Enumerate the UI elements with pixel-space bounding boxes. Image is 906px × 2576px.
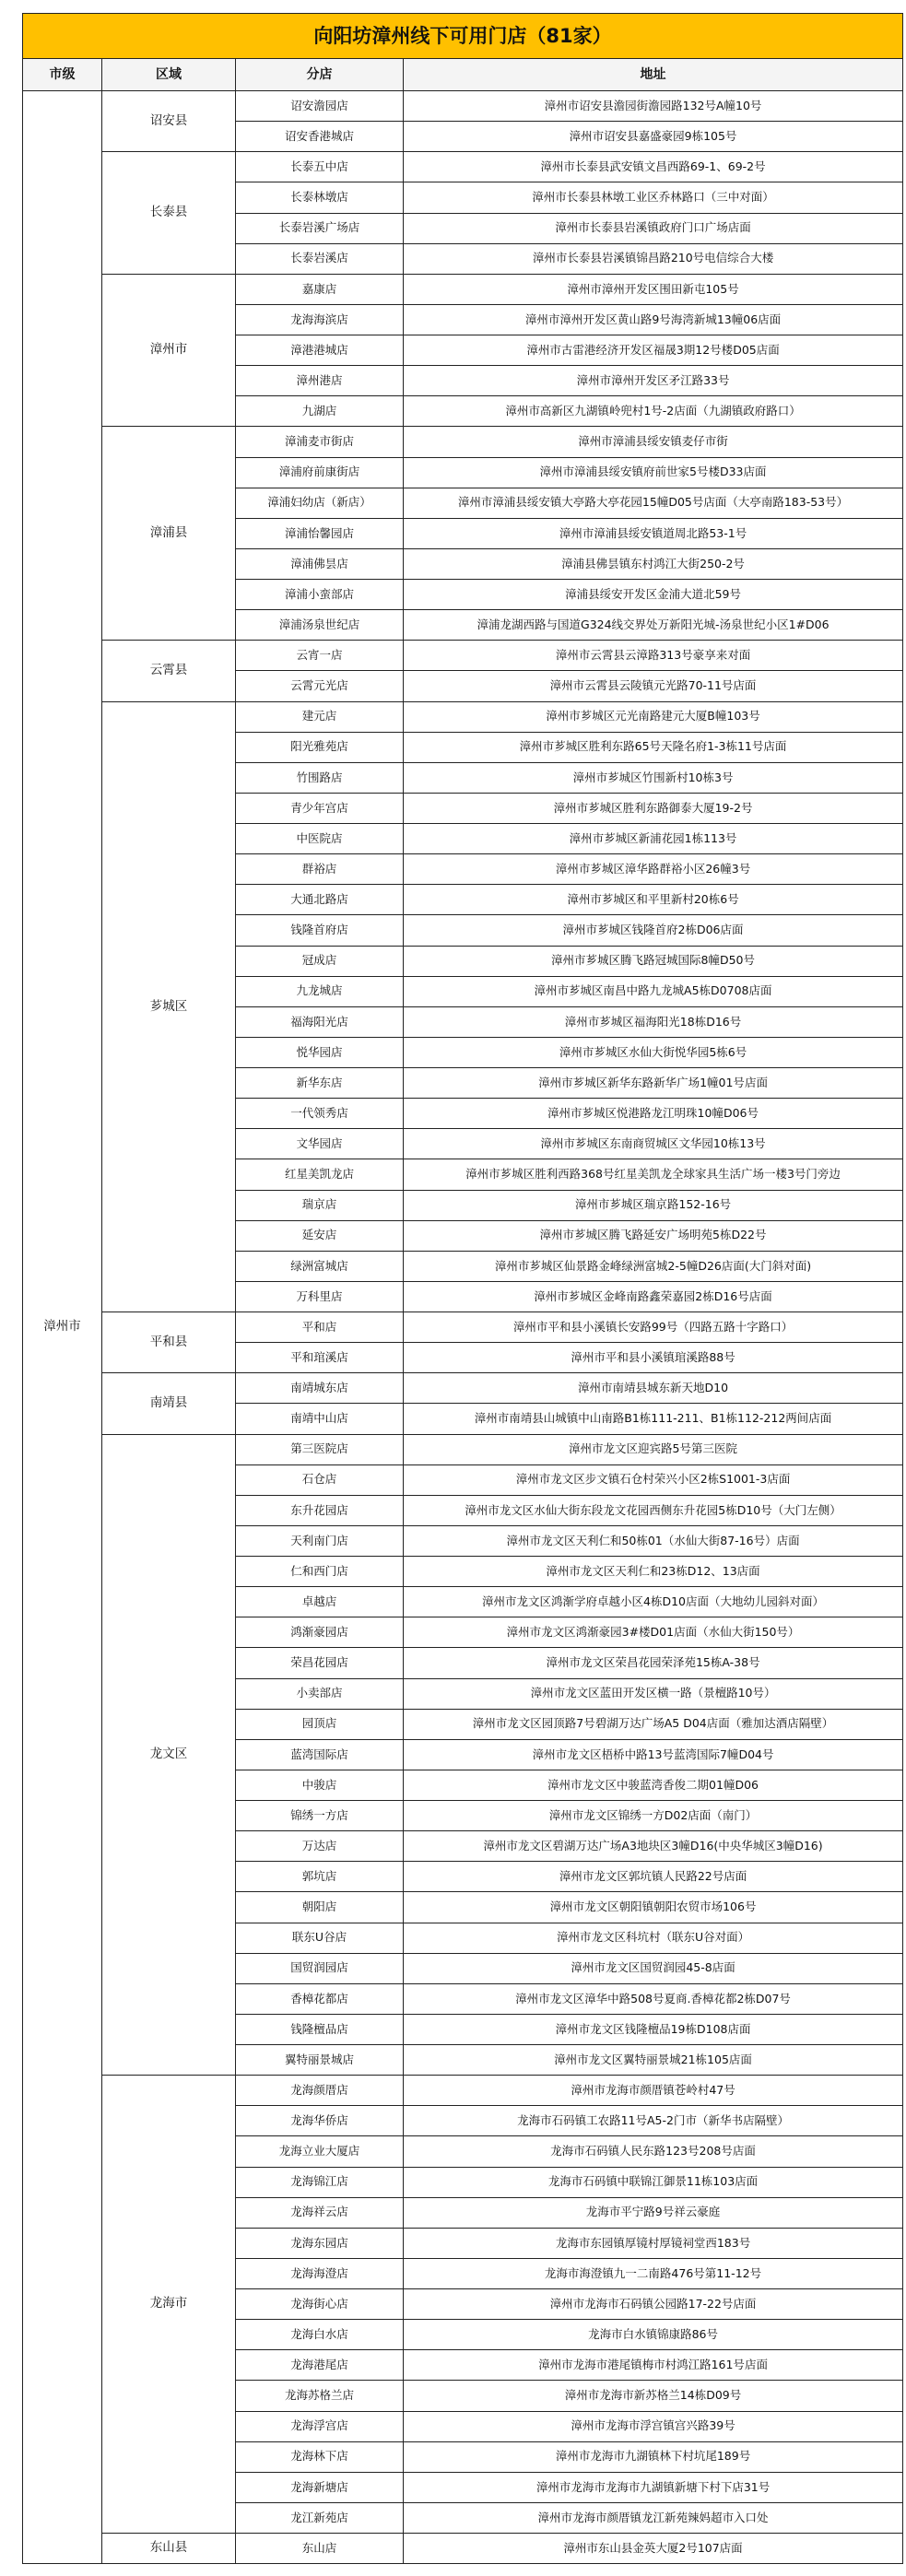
address-cell: 漳州市长泰县林墩工业区乔林路口（三中对面） xyxy=(404,182,903,213)
shop-cell: 青少年宫店 xyxy=(236,793,404,823)
address-cell: 漳州市龙海市浮宫镇宫兴路39号 xyxy=(404,2411,903,2441)
shop-cell: 中骏店 xyxy=(236,1770,404,1800)
table-row xyxy=(23,152,903,182)
district-cell: 龙文区 xyxy=(102,1434,236,2076)
shop-cell: 南靖中山店 xyxy=(236,1404,404,1434)
address-cell: 漳州市长泰县岩溪镇政府门口广场店面 xyxy=(404,213,903,243)
shop-cell: 锦绣一方店 xyxy=(236,1801,404,1831)
address-cell: 漳州市南靖县山城镇中山南路B1栋111-211、B1栋112-212两间店面 xyxy=(404,1404,903,1434)
header-district: 区域 xyxy=(102,59,236,91)
table-row xyxy=(23,274,903,304)
address-cell: 漳州市芗城区胜利东路65号天隆名府1-3栋11号店面 xyxy=(404,732,903,762)
address-cell: 龙海市石码镇工农路11号A5-2门市（新华书店隔壁） xyxy=(404,2106,903,2136)
address-cell: 龙海市平宁路9号祥云豪庭 xyxy=(404,2197,903,2228)
address-cell: 漳州市龙文区国贸润园45-8店面 xyxy=(404,1953,903,1983)
shop-cell: 龙海立业大厦店 xyxy=(236,2136,404,2167)
address-cell: 龙海市海澄镇九一二南路476号第11-12号 xyxy=(404,2258,903,2288)
shop-cell: 园顶店 xyxy=(236,1709,404,1739)
address-cell: 漳州市云霄县云陵镇元光路70-11号店面 xyxy=(404,671,903,701)
shop-cell: 石仓店 xyxy=(236,1464,404,1495)
address-cell: 漳州市龙海市颜厝镇龙江新苑辣妈超市入口处 xyxy=(404,2502,903,2533)
table-row xyxy=(23,1434,903,1464)
shop-cell: 联东U谷店 xyxy=(236,1923,404,1953)
shop-cell: 嘉康店 xyxy=(236,274,404,304)
address-cell: 漳浦县绥安开发区金浦大道北59号 xyxy=(404,580,903,610)
address-cell: 漳州市芗城区腾飞路延安广场明苑5栋D22号 xyxy=(404,1220,903,1251)
store-list-sheet xyxy=(22,13,902,2564)
district-cell: 平和县 xyxy=(102,1312,236,1373)
address-cell: 漳州市漳浦县绥安镇大亭路大亭花园15幢D05号店面（大亭南路183-53号） xyxy=(404,488,903,518)
shop-cell: 龙海新塘店 xyxy=(236,2472,404,2502)
shop-cell: 漳浦佛昙店 xyxy=(236,548,404,579)
address-cell: 漳州市芗城区元光南路建元大厦B幢103号 xyxy=(404,701,903,732)
shop-cell: 漳浦妇幼店（新店） xyxy=(236,488,404,518)
address-cell: 漳州市漳州开发区黄山路9号海湾新城13幢06店面 xyxy=(404,304,903,335)
address-cell: 漳州市龙文区锦绣一方D02店面（南门） xyxy=(404,1801,903,1831)
address-cell: 漳州市芗城区瑞京路152-16号 xyxy=(404,1190,903,1220)
address-cell: 漳州市芗城区金峰南路鑫荣嘉园2栋D16号店面 xyxy=(404,1281,903,1312)
address-cell: 漳州市芗城区悦港路龙江明珠10幢D06号 xyxy=(404,1099,903,1129)
shop-cell: 诏安香港城店 xyxy=(236,122,404,152)
address-cell: 漳州市龙文区鸿渐豪园3#楼D01店面（水仙大街150号） xyxy=(404,1617,903,1648)
address-cell: 漳州市龙海市港尾镇梅市村鸿江路161号店面 xyxy=(404,2350,903,2381)
shop-cell: 建元店 xyxy=(236,701,404,732)
shop-cell: 瑞京店 xyxy=(236,1190,404,1220)
address-cell: 漳州市龙文区郭坑镇人民路22号店面 xyxy=(404,1862,903,1892)
shop-cell: 龙海祥云店 xyxy=(236,2197,404,2228)
shop-cell: 长泰林墩店 xyxy=(236,182,404,213)
address-cell: 漳州市龙文区翼特丽景城21栋105店面 xyxy=(404,2045,903,2076)
shop-cell: 漳州港店 xyxy=(236,366,404,396)
address-cell: 漳州市芗城区福海阳光18栋D16号 xyxy=(404,1006,903,1037)
header-shop: 分店 xyxy=(236,59,404,91)
address-cell: 漳州市云霄县云漳路313号豪享来对面 xyxy=(404,641,903,671)
shop-cell: 天利南门店 xyxy=(236,1525,404,1556)
header-address: 地址 xyxy=(404,59,903,91)
shop-cell: 南靖城东店 xyxy=(236,1373,404,1404)
table-title: 向阳坊漳州线下可用门店（81家） xyxy=(23,14,903,59)
shop-cell: 九龙城店 xyxy=(236,976,404,1006)
address-cell: 漳州市龙文区漳华中路508号夏商.香樟花都2栋D07号 xyxy=(404,1983,903,2014)
address-cell: 漳州市芗城区南昌中路九龙城A5栋D0708店面 xyxy=(404,976,903,1006)
address-cell: 龙海市白水镇锦康路86号 xyxy=(404,2320,903,2350)
shop-cell: 万达店 xyxy=(236,1831,404,1862)
header-row xyxy=(23,59,903,91)
shop-cell: 云宵一店 xyxy=(236,641,404,671)
address-cell: 漳州市长泰县武安镇文昌西路69-1、69-2号 xyxy=(404,152,903,182)
address-cell: 漳州市平和县小溪镇琯溪路88号 xyxy=(404,1343,903,1373)
address-cell: 龙海市东园镇厚镜村厚镜祠堂西183号 xyxy=(404,2228,903,2258)
shop-cell: 荣昌花园店 xyxy=(236,1648,404,1678)
shop-cell: 竹围路店 xyxy=(236,762,404,793)
address-cell: 漳州市龙文区荣昌花园荣泽苑15栋A-38号 xyxy=(404,1648,903,1678)
address-cell: 漳州市芗城区水仙大街悦华园5栋6号 xyxy=(404,1037,903,1067)
header-city: 市级 xyxy=(23,59,102,91)
shop-cell: 新华东店 xyxy=(236,1068,404,1099)
title-row xyxy=(23,14,903,59)
shop-cell: 绿洲富城店 xyxy=(236,1251,404,1281)
address-cell: 龙海市石码镇中联锦江御景11栋103店面 xyxy=(404,2167,903,2197)
shop-cell: 悦华园店 xyxy=(236,1037,404,1067)
table-row xyxy=(23,2076,903,2106)
address-cell: 漳州市龙文区朝阳镇朝阳农贸市场106号 xyxy=(404,1892,903,1923)
address-cell: 漳州市芗城区腾飞路冠城国际8幢D50号 xyxy=(404,946,903,976)
address-cell: 漳浦龙湖西路与国道G324线交界处万新阳光城-汤泉世纪小区1#D06 xyxy=(404,610,903,641)
shop-cell: 朝阳店 xyxy=(236,1892,404,1923)
shop-cell: 小卖部店 xyxy=(236,1678,404,1709)
address-cell: 漳州市芗城区胜利东路御泰大厦19-2号 xyxy=(404,793,903,823)
shop-cell: 国贸润园店 xyxy=(236,1953,404,1983)
district-cell: 诏安县 xyxy=(102,91,236,152)
address-cell: 漳州市龙文区园顶路7号碧湖万达广场A5 D04店面（雅加达酒店隔壁） xyxy=(404,1709,903,1739)
address-cell: 漳州市龙文区钱隆檀品19栋D108店面 xyxy=(404,2014,903,2044)
shop-cell: 漳浦怡馨园店 xyxy=(236,518,404,548)
address-cell: 漳州市龙海市颜厝镇苍岭村47号 xyxy=(404,2076,903,2106)
address-cell: 漳州市漳浦县绥安镇麦仔市街 xyxy=(404,427,903,457)
shop-cell: 长泰五中店 xyxy=(236,152,404,182)
address-cell: 漳州市芗城区竹围新村10栋3号 xyxy=(404,762,903,793)
shop-cell: 龙海海澄店 xyxy=(236,2258,404,2288)
address-cell: 漳州市古雷港经济开发区福晟3期12号楼D05店面 xyxy=(404,335,903,366)
shop-cell: 钱隆檀品店 xyxy=(236,2014,404,2044)
district-cell: 芗城区 xyxy=(102,701,236,1312)
table-row xyxy=(23,1373,903,1404)
address-cell: 龙海市石码镇人民东路123号208号店面 xyxy=(404,2136,903,2167)
address-cell: 漳州市芗城区东南商贸城区文华园10栋13号 xyxy=(404,1129,903,1159)
district-cell: 漳州市 xyxy=(102,274,236,427)
shop-cell: 长泰岩溪广场店 xyxy=(236,213,404,243)
shop-cell: 钱隆首府店 xyxy=(236,915,404,946)
shop-cell: 仁和西门店 xyxy=(236,1557,404,1587)
store-table xyxy=(22,13,903,2564)
district-cell: 南靖县 xyxy=(102,1373,236,1434)
shop-cell: 长泰岩溪店 xyxy=(236,243,404,274)
shop-cell: 冠成店 xyxy=(236,946,404,976)
shop-cell: 阳光雅苑店 xyxy=(236,732,404,762)
district-cell: 漳浦县 xyxy=(102,427,236,641)
city-cell: 漳州市 xyxy=(23,91,102,2564)
shop-cell: 龙海街心店 xyxy=(236,2289,404,2320)
table-row xyxy=(23,91,903,122)
shop-cell: 诏安澹园店 xyxy=(236,91,404,122)
shop-cell: 第三医院店 xyxy=(236,1434,404,1464)
address-cell: 漳州市漳州开发区围田新屯105号 xyxy=(404,274,903,304)
shop-cell: 卓越店 xyxy=(236,1587,404,1617)
shop-cell: 文华园店 xyxy=(236,1129,404,1159)
shop-cell: 龙海颜厝店 xyxy=(236,2076,404,2106)
address-cell: 漳州市龙海市石码镇公园路17-22号店面 xyxy=(404,2289,903,2320)
address-cell: 漳州市龙海市龙海市九湖镇新塘下村下店31号 xyxy=(404,2472,903,2502)
address-cell: 漳州市芗城区钱隆首府2栋D06店面 xyxy=(404,915,903,946)
table-row xyxy=(23,701,903,732)
shop-cell: 龙海港尾店 xyxy=(236,2350,404,2381)
address-cell: 漳浦县佛昙镇东村鸿江大街250-2号 xyxy=(404,548,903,579)
shop-cell: 九湖店 xyxy=(236,396,404,427)
address-cell: 漳州市龙文区中骏蓝湾香俊二期01幢D06 xyxy=(404,1770,903,1800)
address-cell: 漳州市龙文区科坑村（联东U谷对面） xyxy=(404,1923,903,1953)
district-cell: 东山县 xyxy=(102,2534,236,2564)
shop-cell: 漳浦麦市街店 xyxy=(236,427,404,457)
shop-cell: 中医院店 xyxy=(236,824,404,854)
shop-cell: 香樟花都店 xyxy=(236,1983,404,2014)
address-cell: 漳州市长泰县岩溪镇锦昌路210号电信综合大楼 xyxy=(404,243,903,274)
table-row xyxy=(23,1312,903,1343)
district-cell: 龙海市 xyxy=(102,2076,236,2534)
address-cell: 漳州市龙文区鸿渐学府卓越小区4栋D10店面（大地幼儿园斜对面） xyxy=(404,1587,903,1617)
address-cell: 漳州市东山县金英大厦2号107店面 xyxy=(404,2534,903,2564)
address-cell: 漳州市芗城区和平里新村20栋6号 xyxy=(404,885,903,915)
address-cell: 漳州市平和县小溪镇长安路99号（四路五路十字路口） xyxy=(404,1312,903,1343)
address-cell: 漳州市高新区九湖镇岭兜村1号-2店面（九湖镇政府路口） xyxy=(404,396,903,427)
shop-cell: 漳浦汤泉世纪店 xyxy=(236,610,404,641)
address-cell: 漳州市芗城区胜利西路368号红星美凯龙全球家具生活广场一楼3号门旁边 xyxy=(404,1159,903,1190)
shop-cell: 郭坑店 xyxy=(236,1862,404,1892)
shop-cell: 龙海白水店 xyxy=(236,2320,404,2350)
table-row xyxy=(23,641,903,671)
shop-cell: 龙海锦江店 xyxy=(236,2167,404,2197)
district-cell: 云霄县 xyxy=(102,641,236,701)
address-cell: 漳州市芗城区仙景路金峰绿洲富城2-5幢D26店面(大门斜对面) xyxy=(404,1251,903,1281)
address-cell: 漳州市龙文区水仙大街东段龙文花园西侧东升花园5栋D10号（大门左侧） xyxy=(404,1495,903,1525)
address-cell: 漳州市龙文区天利仁和50栋01（水仙大街87-16号）店面 xyxy=(404,1525,903,1556)
shop-cell: 漳港港城店 xyxy=(236,335,404,366)
shop-cell: 漳浦小蛮部店 xyxy=(236,580,404,610)
shop-cell: 龙海浮宫店 xyxy=(236,2411,404,2441)
shop-cell: 延安店 xyxy=(236,1220,404,1251)
shop-cell: 万科里店 xyxy=(236,1281,404,1312)
shop-cell: 龙海林下店 xyxy=(236,2441,404,2472)
shop-cell: 龙海华侨店 xyxy=(236,2106,404,2136)
shop-cell: 鸿渐豪园店 xyxy=(236,1617,404,1648)
shop-cell: 大通北路店 xyxy=(236,885,404,915)
address-cell: 漳州市诏安县澹园街澹园路132号A幢10号 xyxy=(404,91,903,122)
shop-cell: 龙海海滨店 xyxy=(236,304,404,335)
address-cell: 漳州市漳浦县绥安镇道周北路53-1号 xyxy=(404,518,903,548)
shop-cell: 云霄元光店 xyxy=(236,671,404,701)
address-cell: 漳州市漳州开发区矛江路33号 xyxy=(404,366,903,396)
address-cell: 漳州市诏安县嘉盛豪园9栋105号 xyxy=(404,122,903,152)
table-row xyxy=(23,2534,903,2564)
address-cell: 漳州市龙海市九湖镇林下村坑尾189号 xyxy=(404,2441,903,2472)
shop-cell: 红星美凯龙店 xyxy=(236,1159,404,1190)
shop-cell: 东山店 xyxy=(236,2534,404,2564)
shop-cell: 东升花园店 xyxy=(236,1495,404,1525)
address-cell: 漳州市龙文区天利仁和23栋D12、13店面 xyxy=(404,1557,903,1587)
address-cell: 漳州市芗城区新华东路新华广场1幢01号店面 xyxy=(404,1068,903,1099)
shop-cell: 龙江新苑店 xyxy=(236,2502,404,2533)
shop-cell: 蓝湾国际店 xyxy=(236,1739,404,1770)
table-body xyxy=(23,91,903,2564)
table-row xyxy=(23,427,903,457)
shop-cell: 龙海苏格兰店 xyxy=(236,2381,404,2411)
address-cell: 漳州市芗城区新浦花园1栋113号 xyxy=(404,824,903,854)
shop-cell: 漳浦府前康街店 xyxy=(236,457,404,488)
address-cell: 漳州市漳浦县绥安镇府前世家5号楼D33店面 xyxy=(404,457,903,488)
address-cell: 漳州市龙文区迎宾路5号第三医院 xyxy=(404,1434,903,1464)
address-cell: 漳州市龙文区碧湖万达广场A3地块区3幢D16(中央华城区3幢D16) xyxy=(404,1831,903,1862)
shop-cell: 平和店 xyxy=(236,1312,404,1343)
address-cell: 漳州市龙海市新苏格兰14栋D09号 xyxy=(404,2381,903,2411)
address-cell: 漳州市龙文区步文镇石仓村荣兴小区2栋S1001-3店面 xyxy=(404,1464,903,1495)
address-cell: 漳州市龙文区梧桥中路13号蓝湾国际7幢D04号 xyxy=(404,1739,903,1770)
shop-cell: 龙海东园店 xyxy=(236,2228,404,2258)
address-cell: 漳州市龙文区蓝田开发区横一路（景檀路10号） xyxy=(404,1678,903,1709)
shop-cell: 群裕店 xyxy=(236,854,404,885)
address-cell: 漳州市芗城区漳华路群裕小区26幢3号 xyxy=(404,854,903,885)
shop-cell: 平和琯溪店 xyxy=(236,1343,404,1373)
shop-cell: 福海阳光店 xyxy=(236,1006,404,1037)
district-cell: 长泰县 xyxy=(102,152,236,275)
shop-cell: 一代领秀店 xyxy=(236,1099,404,1129)
shop-cell: 翼特丽景城店 xyxy=(236,2045,404,2076)
address-cell: 漳州市南靖县城东新天地D10 xyxy=(404,1373,903,1404)
